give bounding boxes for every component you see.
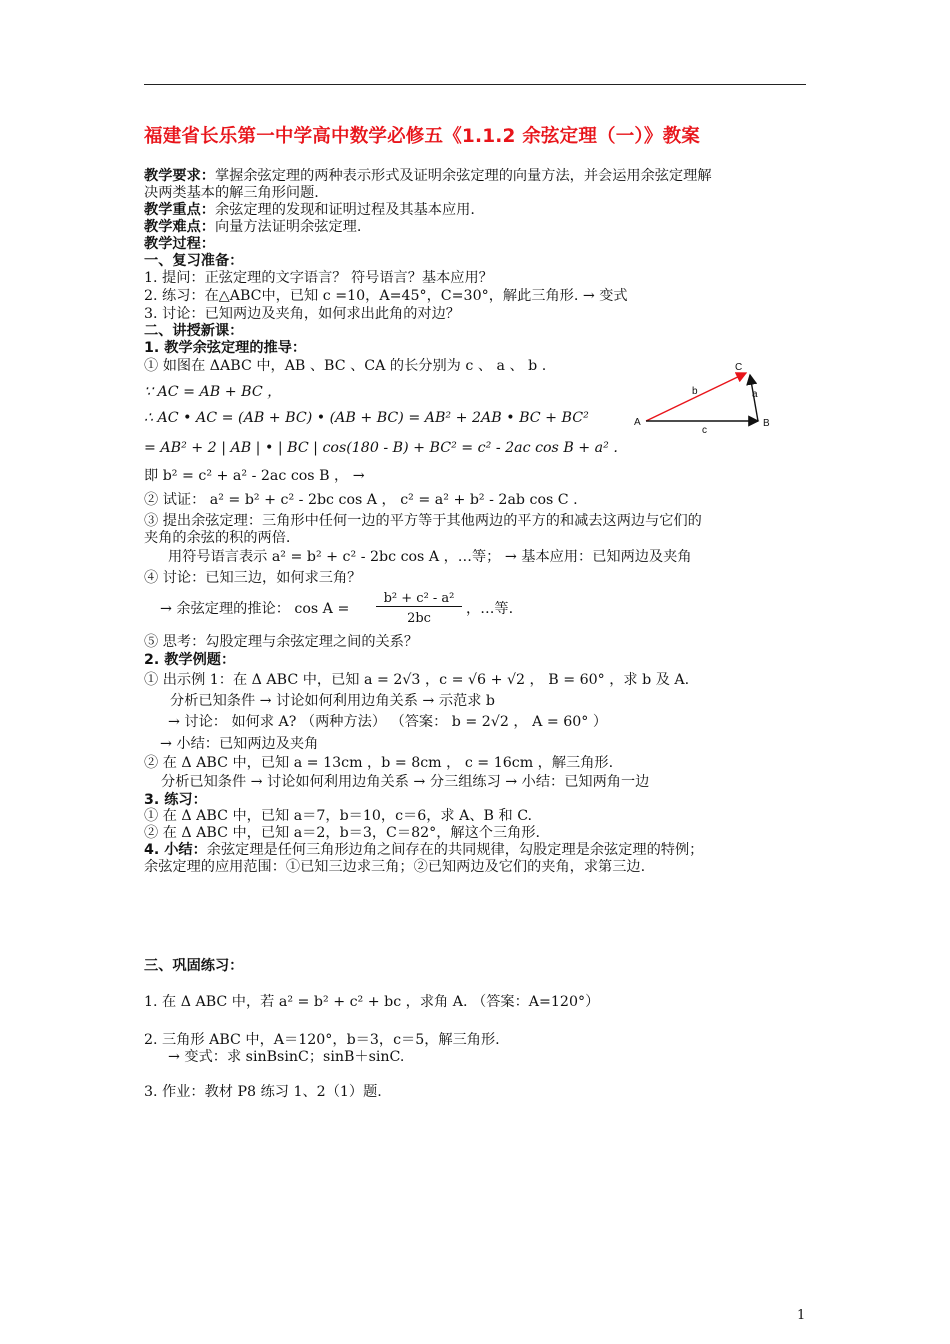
- label-a: a: [752, 389, 758, 400]
- dot-product-line: ∴ AC • AC = (AB + BC) • (AB + BC) = AB² + 2AB • BC + BC²: [144, 410, 589, 426]
- summary-heading: 4. 小结：: [144, 842, 207, 858]
- requirements-text: 掌握余弦定理的两种表示形式及证明余弦定理的向量方法，并会运用余弦定理解: [214, 168, 712, 184]
- vector-sum-line: ∵ AC = AB + BC ，: [144, 384, 282, 400]
- section-review-heading: 一、复习准备：: [144, 253, 244, 269]
- summary-line: [144, 842, 703, 859]
- difficulties-heading: 教学难点：: [144, 219, 215, 235]
- key-points-line: [144, 202, 475, 219]
- practice-heading: 3. 练习：: [144, 792, 207, 808]
- requirements-line-2: 决两类基本的解三角形问题.: [144, 185, 319, 201]
- document-title: 福建省长乐第一中学高中数学必修五《1.1.2 余弦定理（一）》教案: [144, 126, 700, 147]
- corollary-numerator: b² + c² - a²: [376, 591, 462, 607]
- process-heading: 教学过程：: [144, 236, 215, 252]
- practice-item-2: ② 在 Δ ABC 中，已知 a＝2，b＝3，C＝82°，解这个三角形.: [144, 825, 541, 841]
- practice-item-1: ① 在 Δ ABC 中，已知 a＝7，b＝10，c＝6，求 A、B 和 C.: [144, 808, 533, 824]
- review-item-2: 2. 练习：在△ABC中，已知 c =10，A=45°，C=30°，解此三角形. → 变式: [144, 288, 628, 304]
- corollary-line: [160, 601, 349, 618]
- result-b-line: 即 b² = c² + a² - 2ac cos B ， →: [144, 468, 365, 484]
- label-b: b: [692, 386, 698, 397]
- review-item-1: 1. 提问：正弦定理的文字语言？ 符号语言？基本应用？: [144, 270, 493, 286]
- expansion-line: = AB² + 2 | AB | • | BC | cos(180 - B) + BC² = c² - 2ac cos B + a² .: [144, 440, 618, 456]
- corollary-denominator: 2bc: [407, 611, 431, 626]
- key-points-text: 余弦定理的发现和证明过程及其基本应用.: [214, 202, 475, 218]
- page-number: 1: [797, 1308, 806, 1323]
- header-rule: [144, 84, 806, 85]
- example-1-discussion: → 讨论： 如何求 A? （两种方法） （答案： b = 2√2 ， A = 60° ）: [168, 714, 608, 730]
- example-1-summary: → 小结：已知两边及夹角: [160, 736, 319, 752]
- homework-line: 3. 作业：教材 P8 练习 1、2（1）题.: [144, 1084, 382, 1100]
- label-C: C: [735, 362, 743, 373]
- label-B: B: [763, 418, 770, 429]
- derivation-step-2: ② 试证： a² = b² + c² - 2bc cos A ， c² = a² + b² - 2ab cos C .: [144, 492, 578, 508]
- difficulties-text: 向量方法证明余弦定理.: [214, 219, 362, 235]
- derivation-step-3-cont: 夹角的余弦的积的两倍.: [144, 530, 291, 546]
- key-points-heading: 教学重点：: [144, 202, 215, 218]
- example-2-analysis: 分析已知条件 → 讨论如何利用边角关系 → 分三组练习 → 小结：已知两角一边: [161, 774, 650, 790]
- derivation-heading: 1. 教学余弦定理的推导：: [144, 340, 307, 356]
- label-A: A: [634, 417, 641, 428]
- derivation-step-4: ④ 讨论：已知三边，如何求三角？: [144, 570, 362, 586]
- consolidation-item-1: 1. 在 Δ ABC 中，若 a² = b² + c² + bc ，求角 A. （答案：A=120°）: [144, 994, 600, 1010]
- derivation-step-5: ⑤ 思考：勾股定理与余弦定理之间的关系？: [144, 634, 419, 650]
- symbolic-form-line: 用符号语言表示 a² = b² + c² - 2bc cos A ，…等； → 基本应用：已知两边及夹角: [168, 549, 692, 565]
- label-c: c: [702, 425, 707, 436]
- section-consolidation-heading: 三、巩固练习：: [144, 958, 244, 974]
- review-item-3: 3. 讨论：已知两边及夹角，如何求出此角的对边？: [144, 306, 460, 322]
- difficulties-line: [144, 219, 361, 236]
- requirements-line: [144, 168, 712, 185]
- examples-heading: 2. 教学例题：: [144, 652, 236, 668]
- corollary-etc: ，…等.: [466, 601, 514, 617]
- vector-ac: [646, 373, 746, 421]
- example-1: ① 出示例 1：在 Δ ABC 中，已知 a = 2√3 ，c = √6 + √2 ， B = 60° ，求 b 及 A.: [144, 672, 690, 688]
- summary-line-2: 余弦定理的应用范围：①已知三边求三角；②已知两边及它们的夹角，求第三边.: [144, 859, 646, 875]
- triangle-figure: [630, 357, 780, 437]
- requirements-heading: 教学要求：: [144, 168, 215, 184]
- derivation-step-1: ① 如图在 ΔABC 中，AB 、BC 、CA 的长分别为 c 、 a 、 b .: [144, 358, 547, 374]
- consolidation-item-2-variant: → 变式：求 sinBsinC；sinB＋sinC.: [168, 1049, 405, 1065]
- summary-text: 余弦定理是任何三角形边角之间存在的共同规律，勾股定理是余弦定理的特例；: [206, 842, 704, 858]
- example-2: ② 在 Δ ABC 中，已知 a = 13cm ，b = 8cm ， c = 16cm ，解三角形.: [144, 755, 614, 771]
- example-1-analysis: 分析已知条件 → 讨论如何利用边角关系 → 示范求 b: [170, 693, 495, 709]
- consolidation-item-2: 2. 三角形 ABC 中，A＝120°，b＝3，c＝5，解三角形.: [144, 1032, 500, 1048]
- corollary-text: → 余弦定理的推论： cos A =: [160, 601, 350, 617]
- section-new-lesson-heading: 二、讲授新课：: [144, 323, 244, 339]
- derivation-step-3: ③ 提出余弦定理：三角形中任何一边的平方等于其他两边的平方的和减去这两边与它们的: [144, 513, 702, 529]
